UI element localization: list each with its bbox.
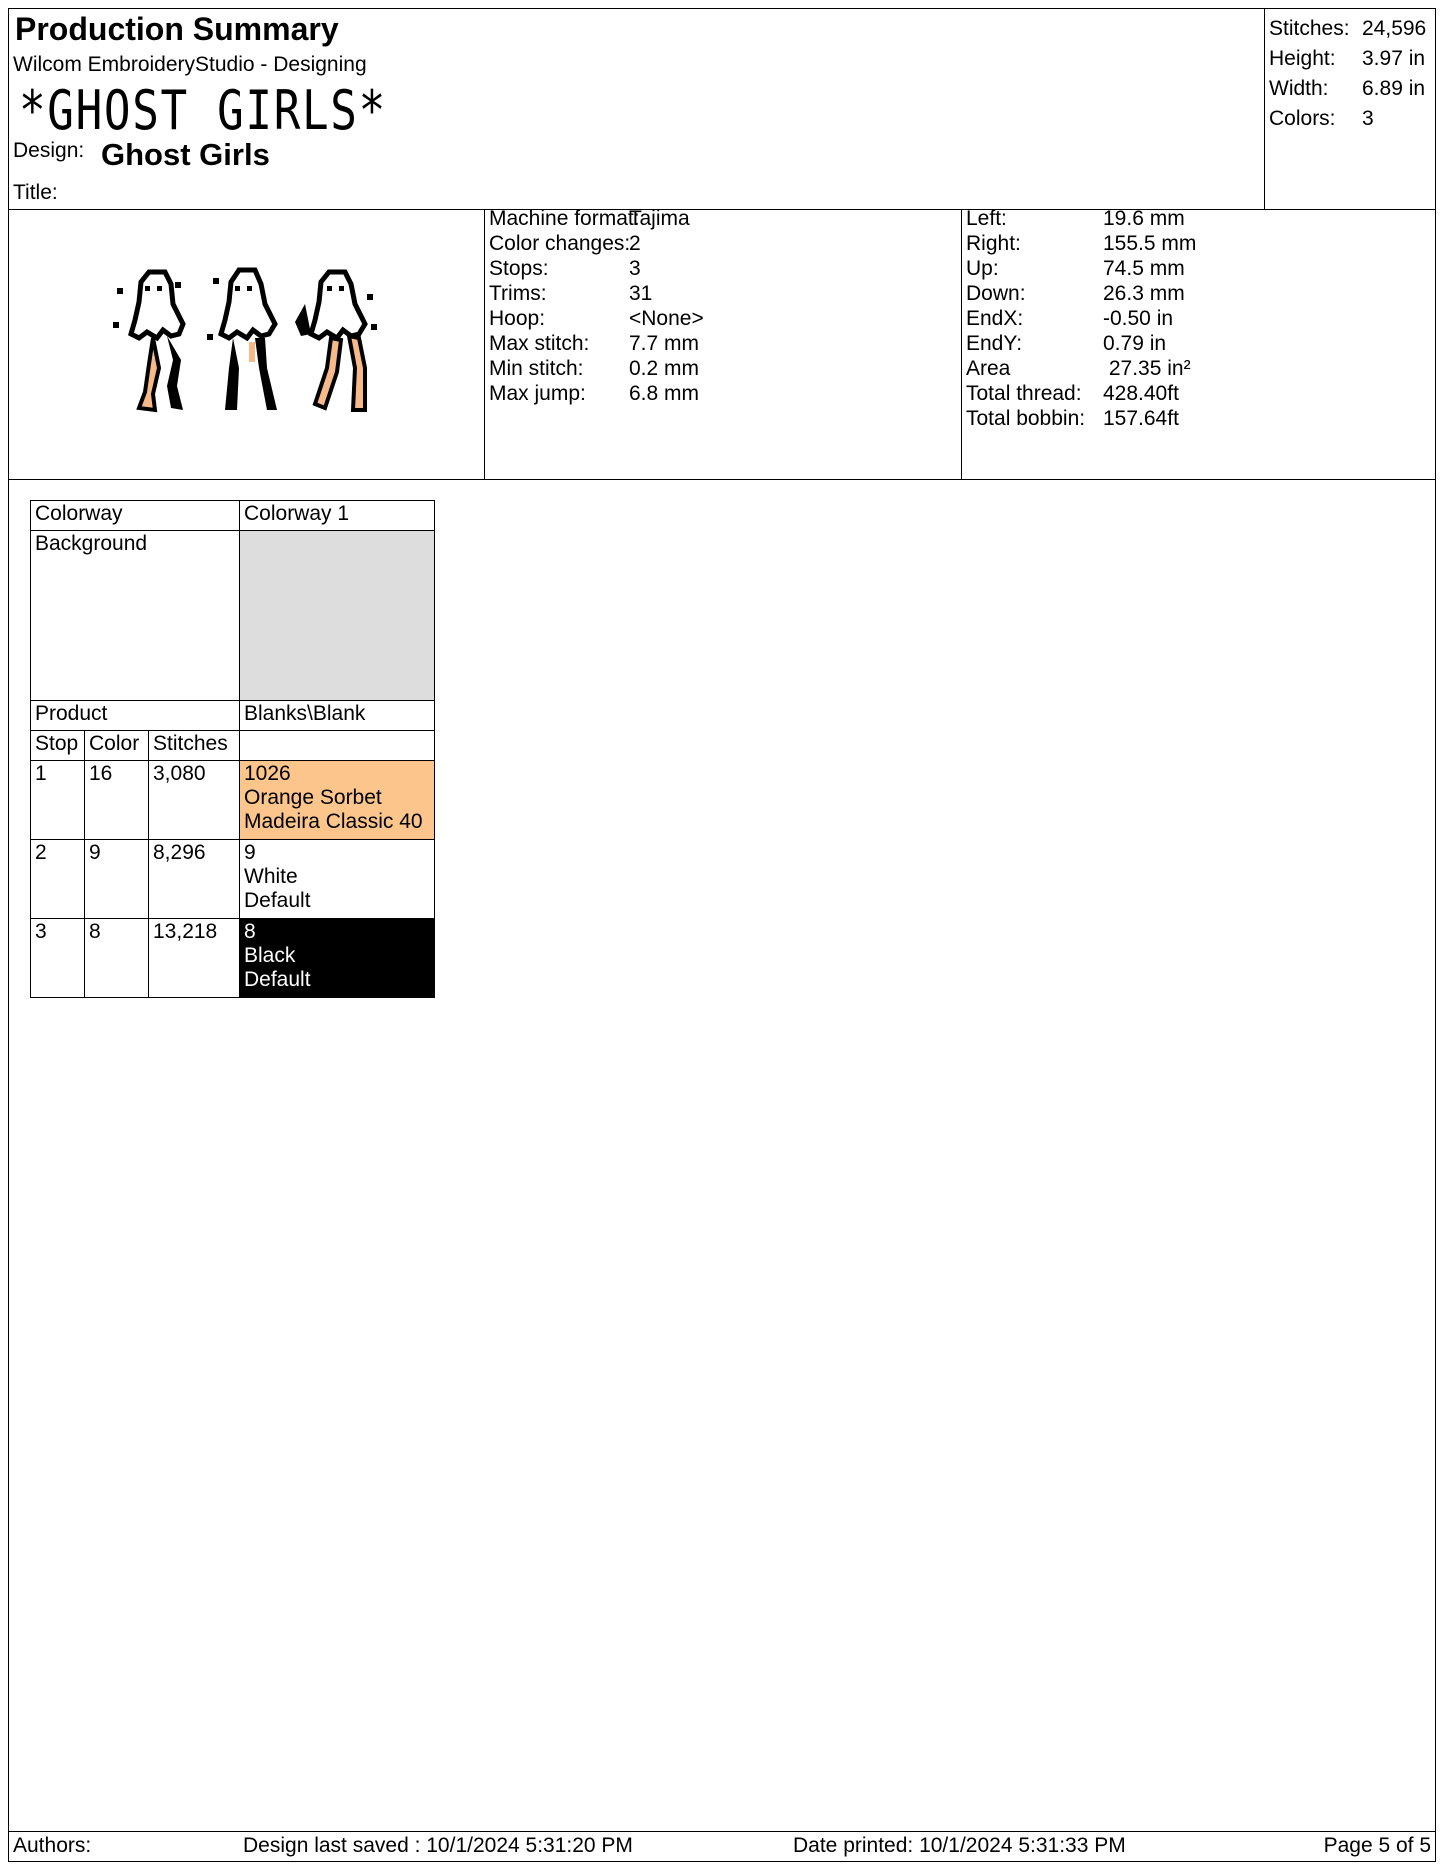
- footer-date-printed: Date printed: 10/1/2024 5:31:33 PM: [793, 1834, 1126, 1857]
- extent-info-column: Left: 19.6 mm Right: 155.5 mm Up: 74.5 mm Down: 26.3 mm EndX: -0.50 in EndY: 0.79 in Area 27.35 in² Total thread: 428.40ft Total bobbin: 157.64ft: [961, 209, 1436, 479]
- product-row: [31, 701, 435, 731]
- design-preview-image: [109, 264, 399, 424]
- title-label: Title:: [13, 181, 58, 204]
- design-banner: *GHOST GIRLS*: [19, 79, 387, 142]
- thread-brand: Default: [244, 889, 311, 912]
- design-name: Ghost Girls: [101, 137, 270, 172]
- thread-name: White: [244, 865, 298, 888]
- ghost-figure-2: [207, 270, 277, 410]
- background-swatch: [240, 531, 435, 701]
- page-title: Production Summary: [15, 11, 339, 47]
- colorway-name: Colorway 1: [240, 501, 435, 531]
- product-value: Blanks\Blank: [240, 701, 435, 731]
- colorway-header-row: [31, 501, 435, 531]
- stitches-cell: 8,296: [149, 840, 240, 919]
- footer-authors: Authors:: [13, 1834, 92, 1857]
- background-label: Background: [31, 531, 240, 701]
- machine-info-column: Machine format: Tajima Color changes: 2 Stops: 3 Trims: 31 Hoop: <None> Max stitch: 7.7 mm Min stitch: 0.2 mm Max jump: 6.8 mm: [484, 209, 962, 479]
- product-label: Product: [31, 701, 240, 731]
- color-cell: 8: [85, 919, 149, 998]
- colorway-table: [30, 500, 435, 998]
- ghost-girls-preview: [109, 264, 399, 424]
- stop-cell: 1: [31, 761, 85, 840]
- color-cell: 9: [85, 840, 149, 919]
- thread-code: 1026: [244, 762, 291, 785]
- table-row: [31, 761, 435, 840]
- production-summary-page: [8, 8, 1436, 1862]
- ghost-figure-3: [295, 272, 377, 410]
- thread-code: 9: [244, 841, 256, 864]
- column-header-row: [31, 731, 435, 761]
- stitches-cell: 13,218: [149, 919, 240, 998]
- header-section: [9, 9, 1435, 210]
- thread-name: Black: [244, 944, 296, 967]
- stitches-cell: 3,080: [149, 761, 240, 840]
- thread-name: Orange Sorbet: [244, 786, 382, 809]
- stop-cell: 3: [31, 919, 85, 998]
- thread-swatch-cell: [240, 761, 435, 840]
- thread-brand: Default: [244, 968, 311, 991]
- software-name: Wilcom EmbroideryStudio - Designing: [13, 53, 367, 76]
- color-header: Color: [85, 731, 149, 761]
- summary-stats: Stitches: 24,596 Height: 3.97 in Width: 6.89 in Colors: 3: [1264, 9, 1436, 209]
- table-row: [31, 840, 435, 919]
- stitches-header: Stitches: [149, 731, 240, 761]
- stop-cell: 2: [31, 840, 85, 919]
- thread-swatch-cell: [240, 840, 435, 919]
- stop-header: Stop: [31, 731, 85, 761]
- page-footer: [9, 1831, 1435, 1862]
- design-label: Design:: [13, 139, 85, 162]
- thread-swatch-cell: [240, 919, 435, 998]
- footer-page-number: Page 5 of 5: [1323, 1834, 1431, 1857]
- thread-brand: Madeira Classic 40: [244, 810, 423, 833]
- thread-code: 8: [244, 920, 256, 943]
- background-row: [31, 531, 435, 701]
- ghost-figure-1: [113, 272, 183, 410]
- color-cell: 16: [85, 761, 149, 840]
- footer-last-saved: Design last saved : 10/1/2024 5:31:20 PM: [243, 1834, 633, 1857]
- table-row: [31, 919, 435, 998]
- swatch-header: [240, 731, 435, 761]
- design-info-band: [9, 209, 1435, 480]
- colorway-label: Colorway: [31, 501, 240, 531]
